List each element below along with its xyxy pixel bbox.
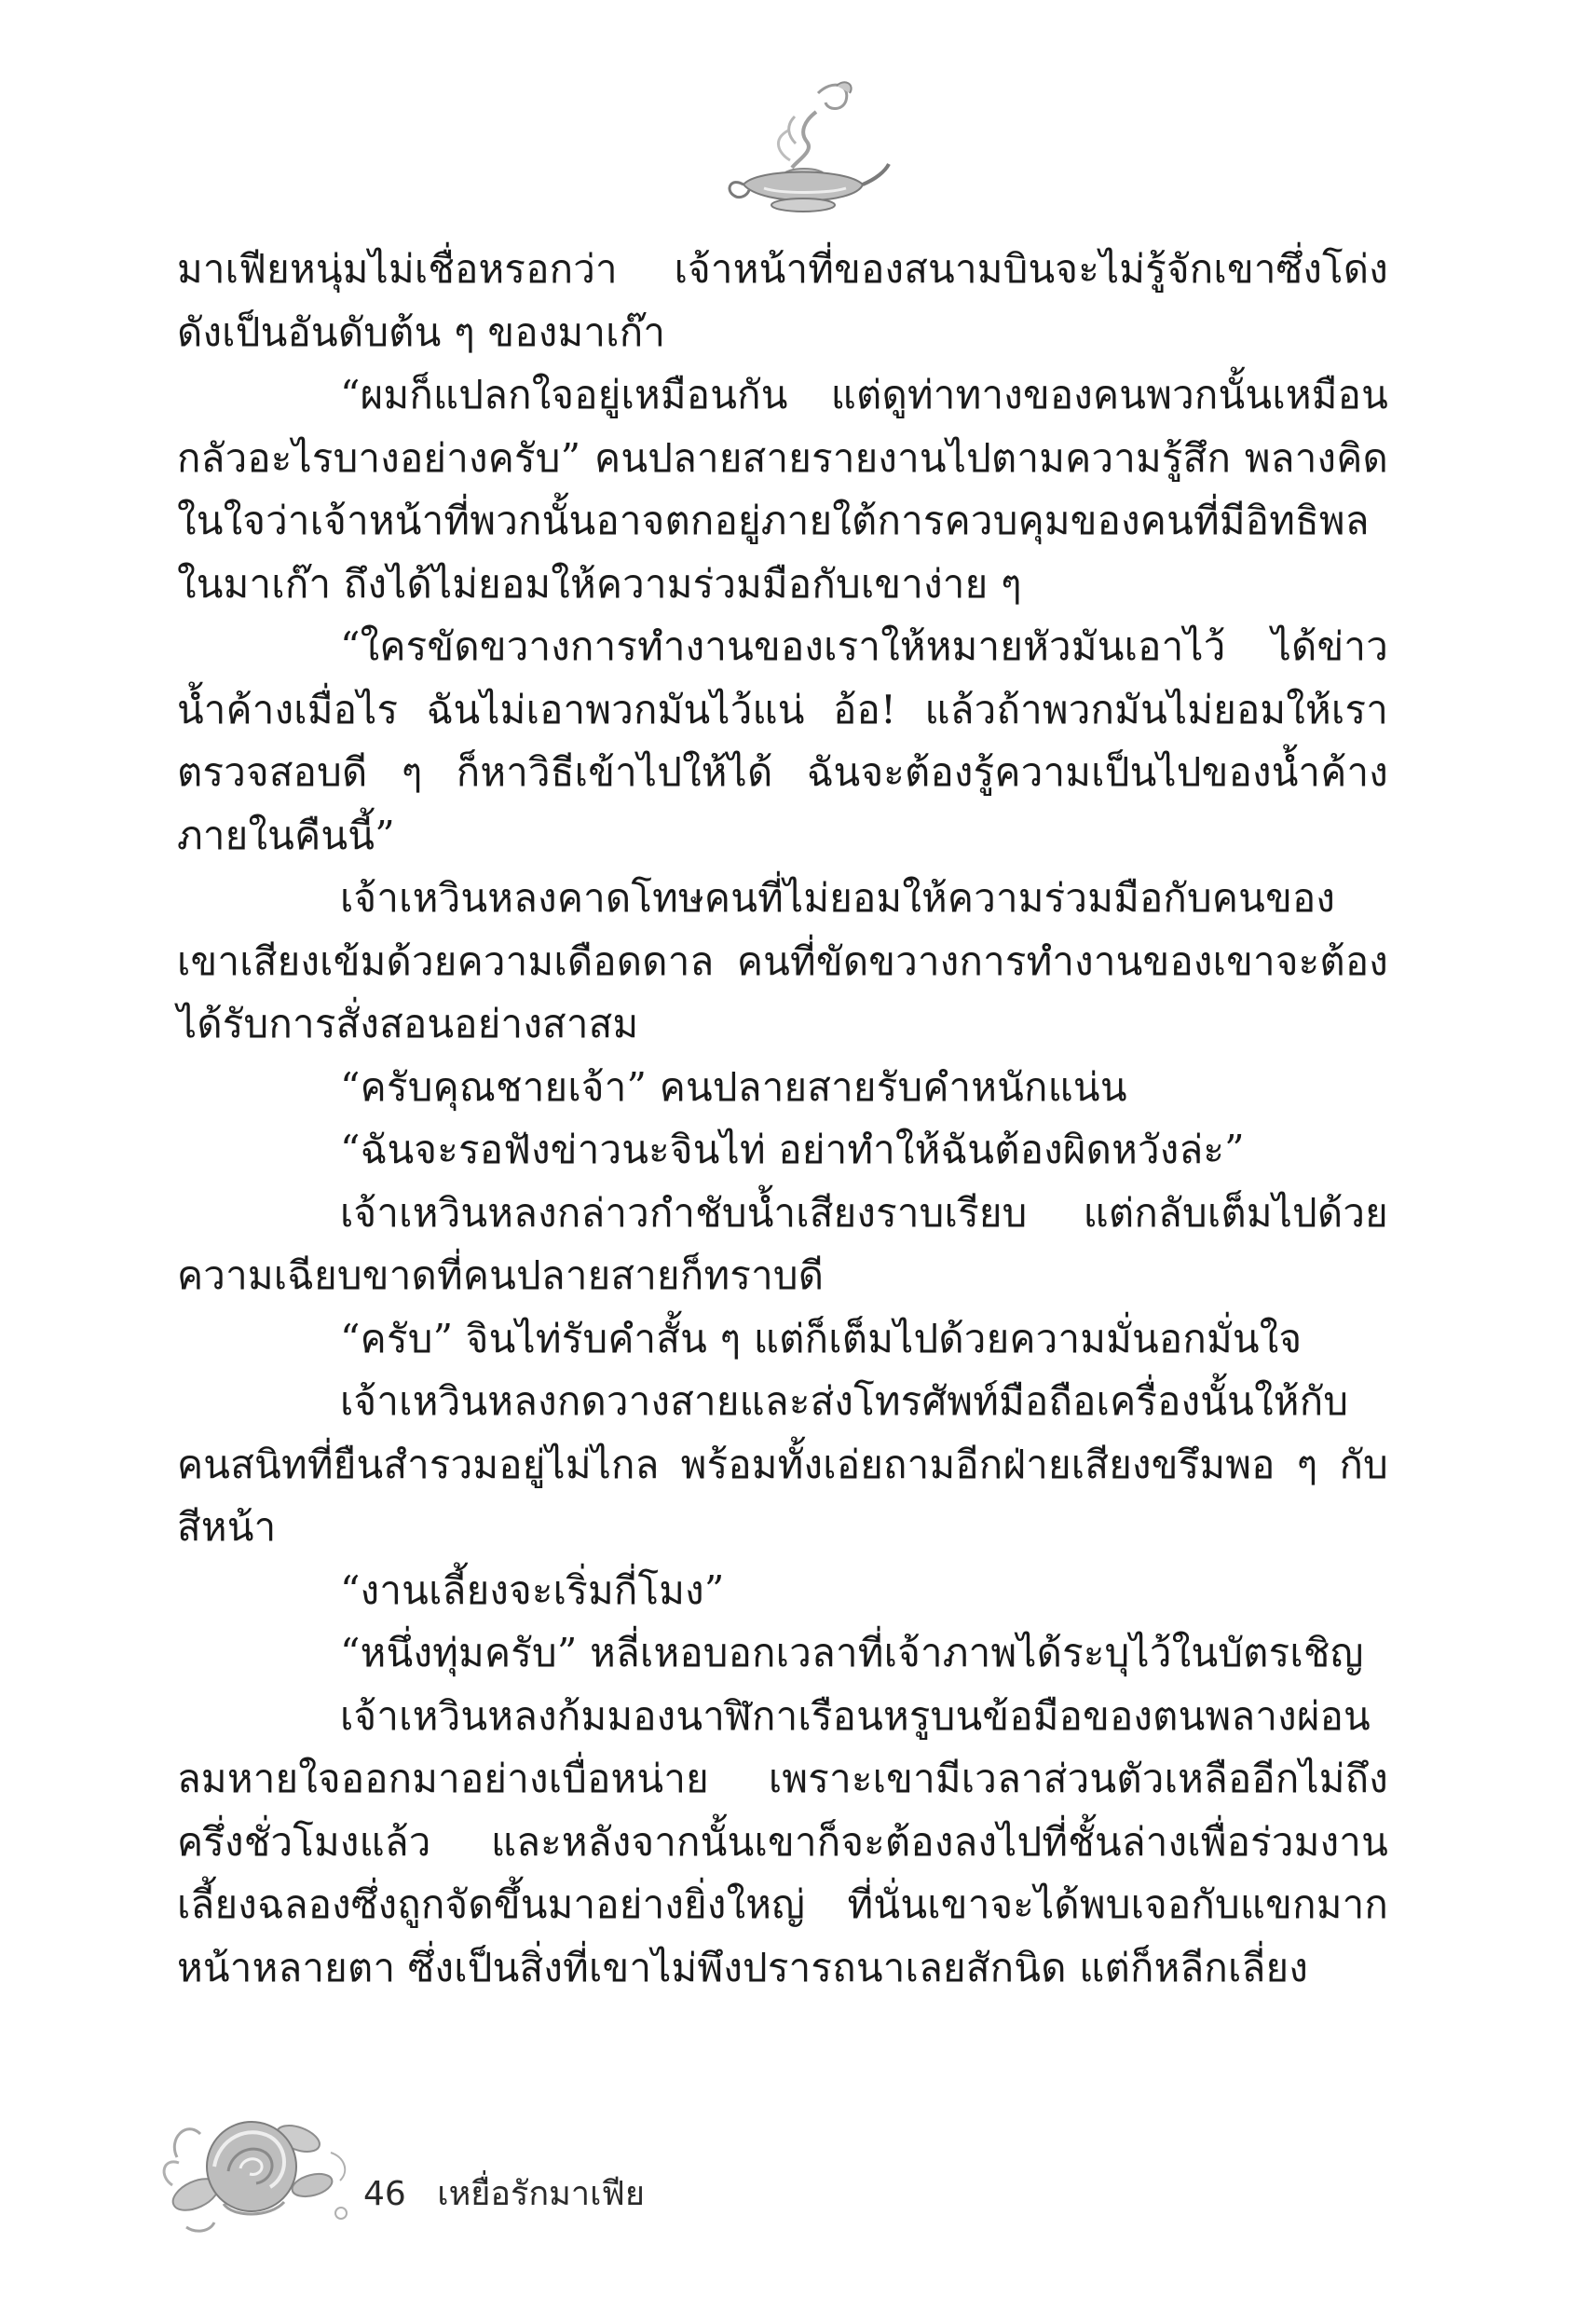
rose-ornament-icon [158, 2101, 354, 2241]
book-title: เหยื่อรักมาเฟีย [437, 2175, 645, 2213]
paragraph: “ครับ” จินไท่รับคำสั้น ๆ แต่ก็เต็มไปด้วยความมั่นอกมั่นใจ [340, 1315, 1303, 1361]
paragraph: มาเฟียหนุ่มไม่เชื่อหรอกว่า เจ้าหน้าที่ของสนามบินจะไม่รู้จักเขาซึ่งโด่งดังเป็นอันดับต้น ๆ ของมาเก๊า [177, 246, 1388, 355]
paragraph: เจ้าเหวินหลงกดวางสายและส่งโทรศัพท์มือถือเครื่องนั้นให้กับคนสนิทที่ยืนสำรวมอยู่ไม่ไกล พร้อมทั้งเอ่ยถามอีกฝ่ายเสียงขรึมพอ ๆ กับสีหน้า [177, 1378, 1388, 1550]
paragraph: “ใครขัดขวางการทำงานของเราให้หมายหัวมันเอาไว้ ได้ข่าวน้ำค้างเมื่อไร ฉันไม่เอาพวกมันไว้แน่ อ้อ! แล้วถ้าพวกมันไม่ยอมให้เราตรวจสอบดี ๆ ก็หาวิธีเข้าไปให้ได้ ฉันจะต้องรู้ความเป็นไปของน้ำค้างภายในคืนนี้” [177, 623, 1388, 858]
paragraph: เจ้าเหวินหลงก้มมองนาฬิกาเรือนหรูบนข้อมือของตนพลางผ่อนลมหายใจออกมาอย่างเบื่อหน่าย เพราะเขามีเวลาส่วนตัวเหลืออีกไม่ถึงครึ่งชั่วโมงแล้ว และหลังจากนั้นเขาก็จะต้องลงไปที่ชั้นล่างเพื่อร่วมงานเลี้ยงฉลองซึ่งถูกจัดขึ้นมาอย่างยิ่งใหญ่ ที่นั่นเขาจะได้พบเจอกับแขกมากหน้าหลายตา ซึ่งเป็นสิ่งที่เขาไม่พึงปรารถนาเลยสักนิด แต่ก็หลีกเลี่ยง [177, 1692, 1388, 1990]
footer-caption [363, 2167, 665, 2220]
body-text [177, 238, 1388, 1999]
paragraph: “งานเลี้ยงจะเริ่มกี่โมง” [340, 1566, 725, 1613]
paragraph: “ฉันจะรอฟังข่าวนะจินไท่ อย่าทำให้ฉันต้องผิดหวังล่ะ” [340, 1127, 1245, 1172]
genie-lamp-icon [706, 75, 893, 224]
page-number: 46 [363, 2175, 406, 2213]
paragraph: “หนึ่งทุ่มครับ” หลี่เหอบอกเวลาที่เจ้าภาพได้ระบุไว้ในบัตรเชิญ [340, 1630, 1364, 1675]
paragraph: เจ้าเหวินหลงกล่าวกำชับน้ำเสียงราบเรียบ แต่กลับเต็มไปด้วยความเฉียบขาดที่คนปลายสายก็ทราบดี [177, 1189, 1388, 1298]
page-footer [140, 2092, 978, 2241]
paragraph: เจ้าเหวินหลงคาดโทษคนที่ไม่ยอมให้ความร่วมมือกับคนของเขาเสียงเข้มด้วยความเดือดดาล คนที่ขัดขวางการทำงานของเขาจะต้องได้รับการสั่งสอนอย่างสาสม [177, 875, 1388, 1046]
paragraph: “ผมก็แปลกใจอยู่เหมือนกัน แต่ดูท่าทางของคนพวกนั้นเหมือนกลัวอะไรบางอย่างครับ” คนปลายสายรายงานไปตามความรู้สึก พลางคิดในใจว่าเจ้าหน้าที่พวกนั้นอาจตกอยู่ภายใต้การควบคุมของคนที่มีอิทธิพลในมาเก๊า ถึงได้ไม่ยอมให้ความร่วมมือกับเขาง่าย ๆ [177, 372, 1388, 607]
paragraph: “ครับคุณชายเจ้า” คนปลายสายรับคำหนักแน่น [340, 1063, 1127, 1110]
